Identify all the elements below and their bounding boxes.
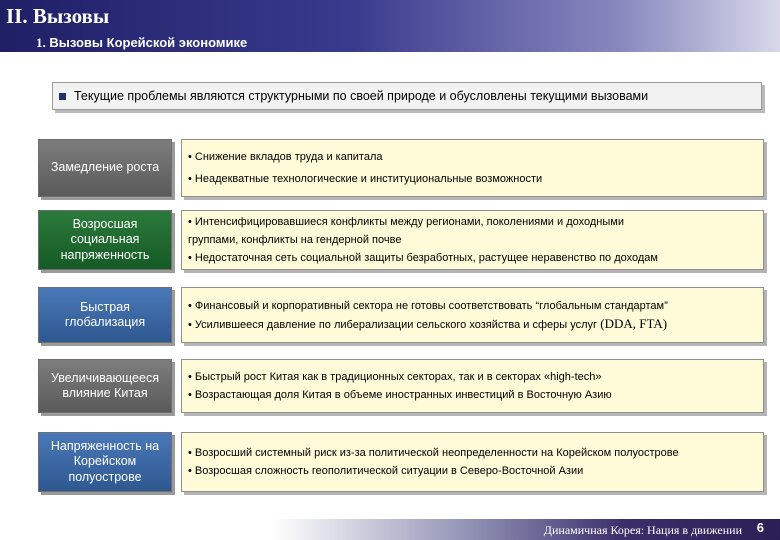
list-item: • Быстрый рост Китая как в традиционных секторах, так и в секторах «high-tech»: [188, 371, 602, 383]
slide-subtitle: [36, 35, 247, 51]
list-item: • Финансовый и корпоративный сектора не готовы соответствовать “глобальным стандартам”: [188, 299, 668, 312]
challenge-label-korean-peninsula: [38, 432, 172, 492]
list-item: • Возросший системный риск из-за политической неопределенности на Корейском полуострове: [188, 447, 679, 459]
challenge-label-text: Быстрая глобализация: [64, 299, 146, 329]
footer-caption: Динамичная Корея: Нация в движении: [543, 523, 742, 537]
challenge-label-text: Увеличивающееся влияние Китая: [51, 370, 159, 400]
list-item: • Возрастающая доля Китая в объеме иностранных инвестиций в Восточную Азию: [188, 389, 612, 401]
list-item: [188, 315, 757, 334]
list-item: • Неадекватные технологические и институциональные возможности: [188, 173, 543, 185]
list-item-text: • Усилившееся давление по либерализации сельского хозяйства и сферы услуг: [188, 318, 598, 331]
page-number: 6: [756, 520, 764, 535]
list-item: • Недостаточная сеть социальной защиты безработных, растущее неравенство по доходам: [188, 252, 658, 264]
subtitle-text: Вызовы Корейской экономике: [45, 35, 248, 50]
list-item-suffix: (DDA, FTA): [597, 315, 668, 331]
slide-title: II. Вызовы: [6, 4, 110, 28]
square-bullet-icon: [59, 93, 66, 100]
challenge-content-growth: [181, 139, 764, 197]
list-item: группами, конфликты на гендерной почве: [188, 234, 402, 246]
challenge-label-globalization: [38, 287, 172, 343]
challenge-label-text: Возросшая социальная напряженность: [60, 216, 150, 262]
list-item: • Снижение вкладов труда и капитала: [188, 151, 383, 163]
challenge-label-growth: [38, 139, 172, 197]
challenge-label-social-tension: [38, 210, 172, 270]
challenge-content-korean-peninsula: [181, 432, 764, 492]
challenge-content-china: [181, 359, 764, 413]
summary-text: Текущие проблемы являются структурными по своей природе и обусловлены текущими вызовами: [74, 89, 649, 103]
summary-box: [52, 82, 762, 110]
list-item: • Интенсифицировавшиеся конфликты между регионами, поколениями и доходными: [188, 216, 624, 228]
challenge-label-china: [38, 359, 172, 413]
challenge-label-text: Напряженность на Корейском полуострове: [50, 438, 160, 484]
subtitle-number: 1.: [36, 35, 46, 50]
challenge-content-globalization: [181, 287, 764, 343]
list-item: • Возросшая сложность геополитической ситуации в Северо-Восточной Азии: [188, 465, 584, 477]
challenge-content-social-tension: [181, 210, 764, 270]
challenge-label-text: Замедление роста: [50, 160, 160, 175]
